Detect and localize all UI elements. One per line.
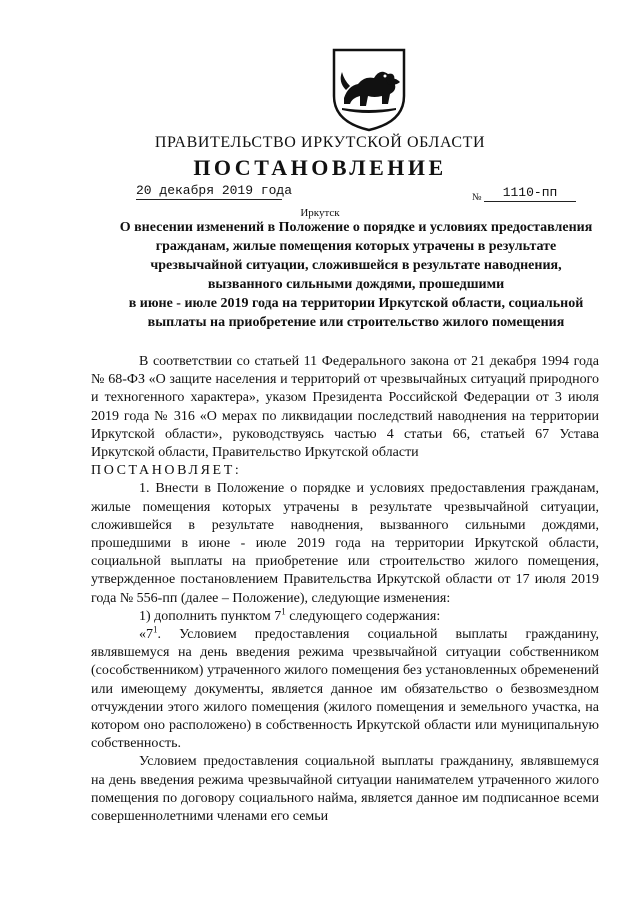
subitem-1-text-start: 1) дополнить пунктом 7 [139,608,282,624]
preamble-paragraph: В соответствии со статьей 11 Федерального закона от 21 декабря 1994 года № 68-ФЗ «О защите населения и территорий от чрезвычайных ситуаций природного и техногенного характера», указом Президента Российской Федерации от 3 июля 2019 года № 316 «О мерах по ликвидации последствий наводнения на территории Иркутской области», руководствуясь частью 4 статьи 66, статьей 67 Устава Иркутской области, Правительство Иркутской области [91,354,599,461]
number-label: № [472,192,482,203]
title-line: в июне - июле 2019 года на территории Иркутской области, социальной [128,296,584,311]
document-city: Иркутск [300,207,340,219]
document-title [96,218,616,332]
subitem-1-paragraph [91,608,599,626]
document-body [91,353,599,826]
condition-paragraph: Условием предоставления социальной выплаты гражданину, являвшемуся на день введения режима чрезвычайной ситуации нанимателем утраченного жилого помещения по договору социального найма, является данное им подписанное всеми совершеннолетними членами его семьи [91,754,599,825]
organization-name: ПРАВИТЕЛЬСТВО ИРКУТСКОЙ ОБЛАСТИ [154,134,486,151]
clause-text-start: «7 [139,627,153,643]
title-line: вызванного сильными дождями, прошедшими [207,277,505,292]
item-1-paragraph: 1. Внести в Положение о порядке и условиях предоставления гражданам, жилые помещения которых утрачены в результате чрезвычайной ситуации, сложившейся в результате наводнения, вызванного сильными дождями, прошедшими в июне - июле 2019 года на территории Иркутской области, социальной выплаты на приобретение или строительство жилого помещения, утвержденное постановлением Правительства Иркутской области от 17 июля 2019 года № 556-пп (далее – Положение), следующие изменения: [91,481,599,606]
clause-7-1-paragraph [91,626,599,753]
superscript: 1 [281,606,286,617]
document-number: 1110-пп [484,185,576,202]
title-line: О внесении изменений в Положение о порядке и условиях предоставления [119,220,593,235]
resolves-heading: ПОСТАНОВЛЯЕТ: [91,463,242,479]
title-line: чрезвычайной ситуации, сложившейся в результате наводнения, [150,258,562,273]
title-line: гражданам, жилые помещения которых утрачены в результате [155,239,557,254]
subitem-1-text-end: следующего содержания: [285,608,441,624]
superscript: 1 [153,624,158,635]
coat-of-arms-icon [330,46,408,132]
document-date: 20 декабря 2019 года [136,183,293,198]
document-type: ПОСТАНОВЛЕНИЕ [193,155,447,180]
title-line: выплаты на приобретение или строительство жилого помещения [147,315,565,330]
clause-text-end: . Условием предоставления социальной выплаты гражданину, являвшемуся на день введения режима чрезвычайной ситуации собственником (сособственником) утраченного жилого помещения без установленных обременений или имеющему документы, является данное им обязательство о безвозмездном отчуждении этого жилого помещения (жилого помещения и земельного участка, на котором оно расположено) в собственность Иркутской области или муниципальную собственность. [91,627,599,752]
